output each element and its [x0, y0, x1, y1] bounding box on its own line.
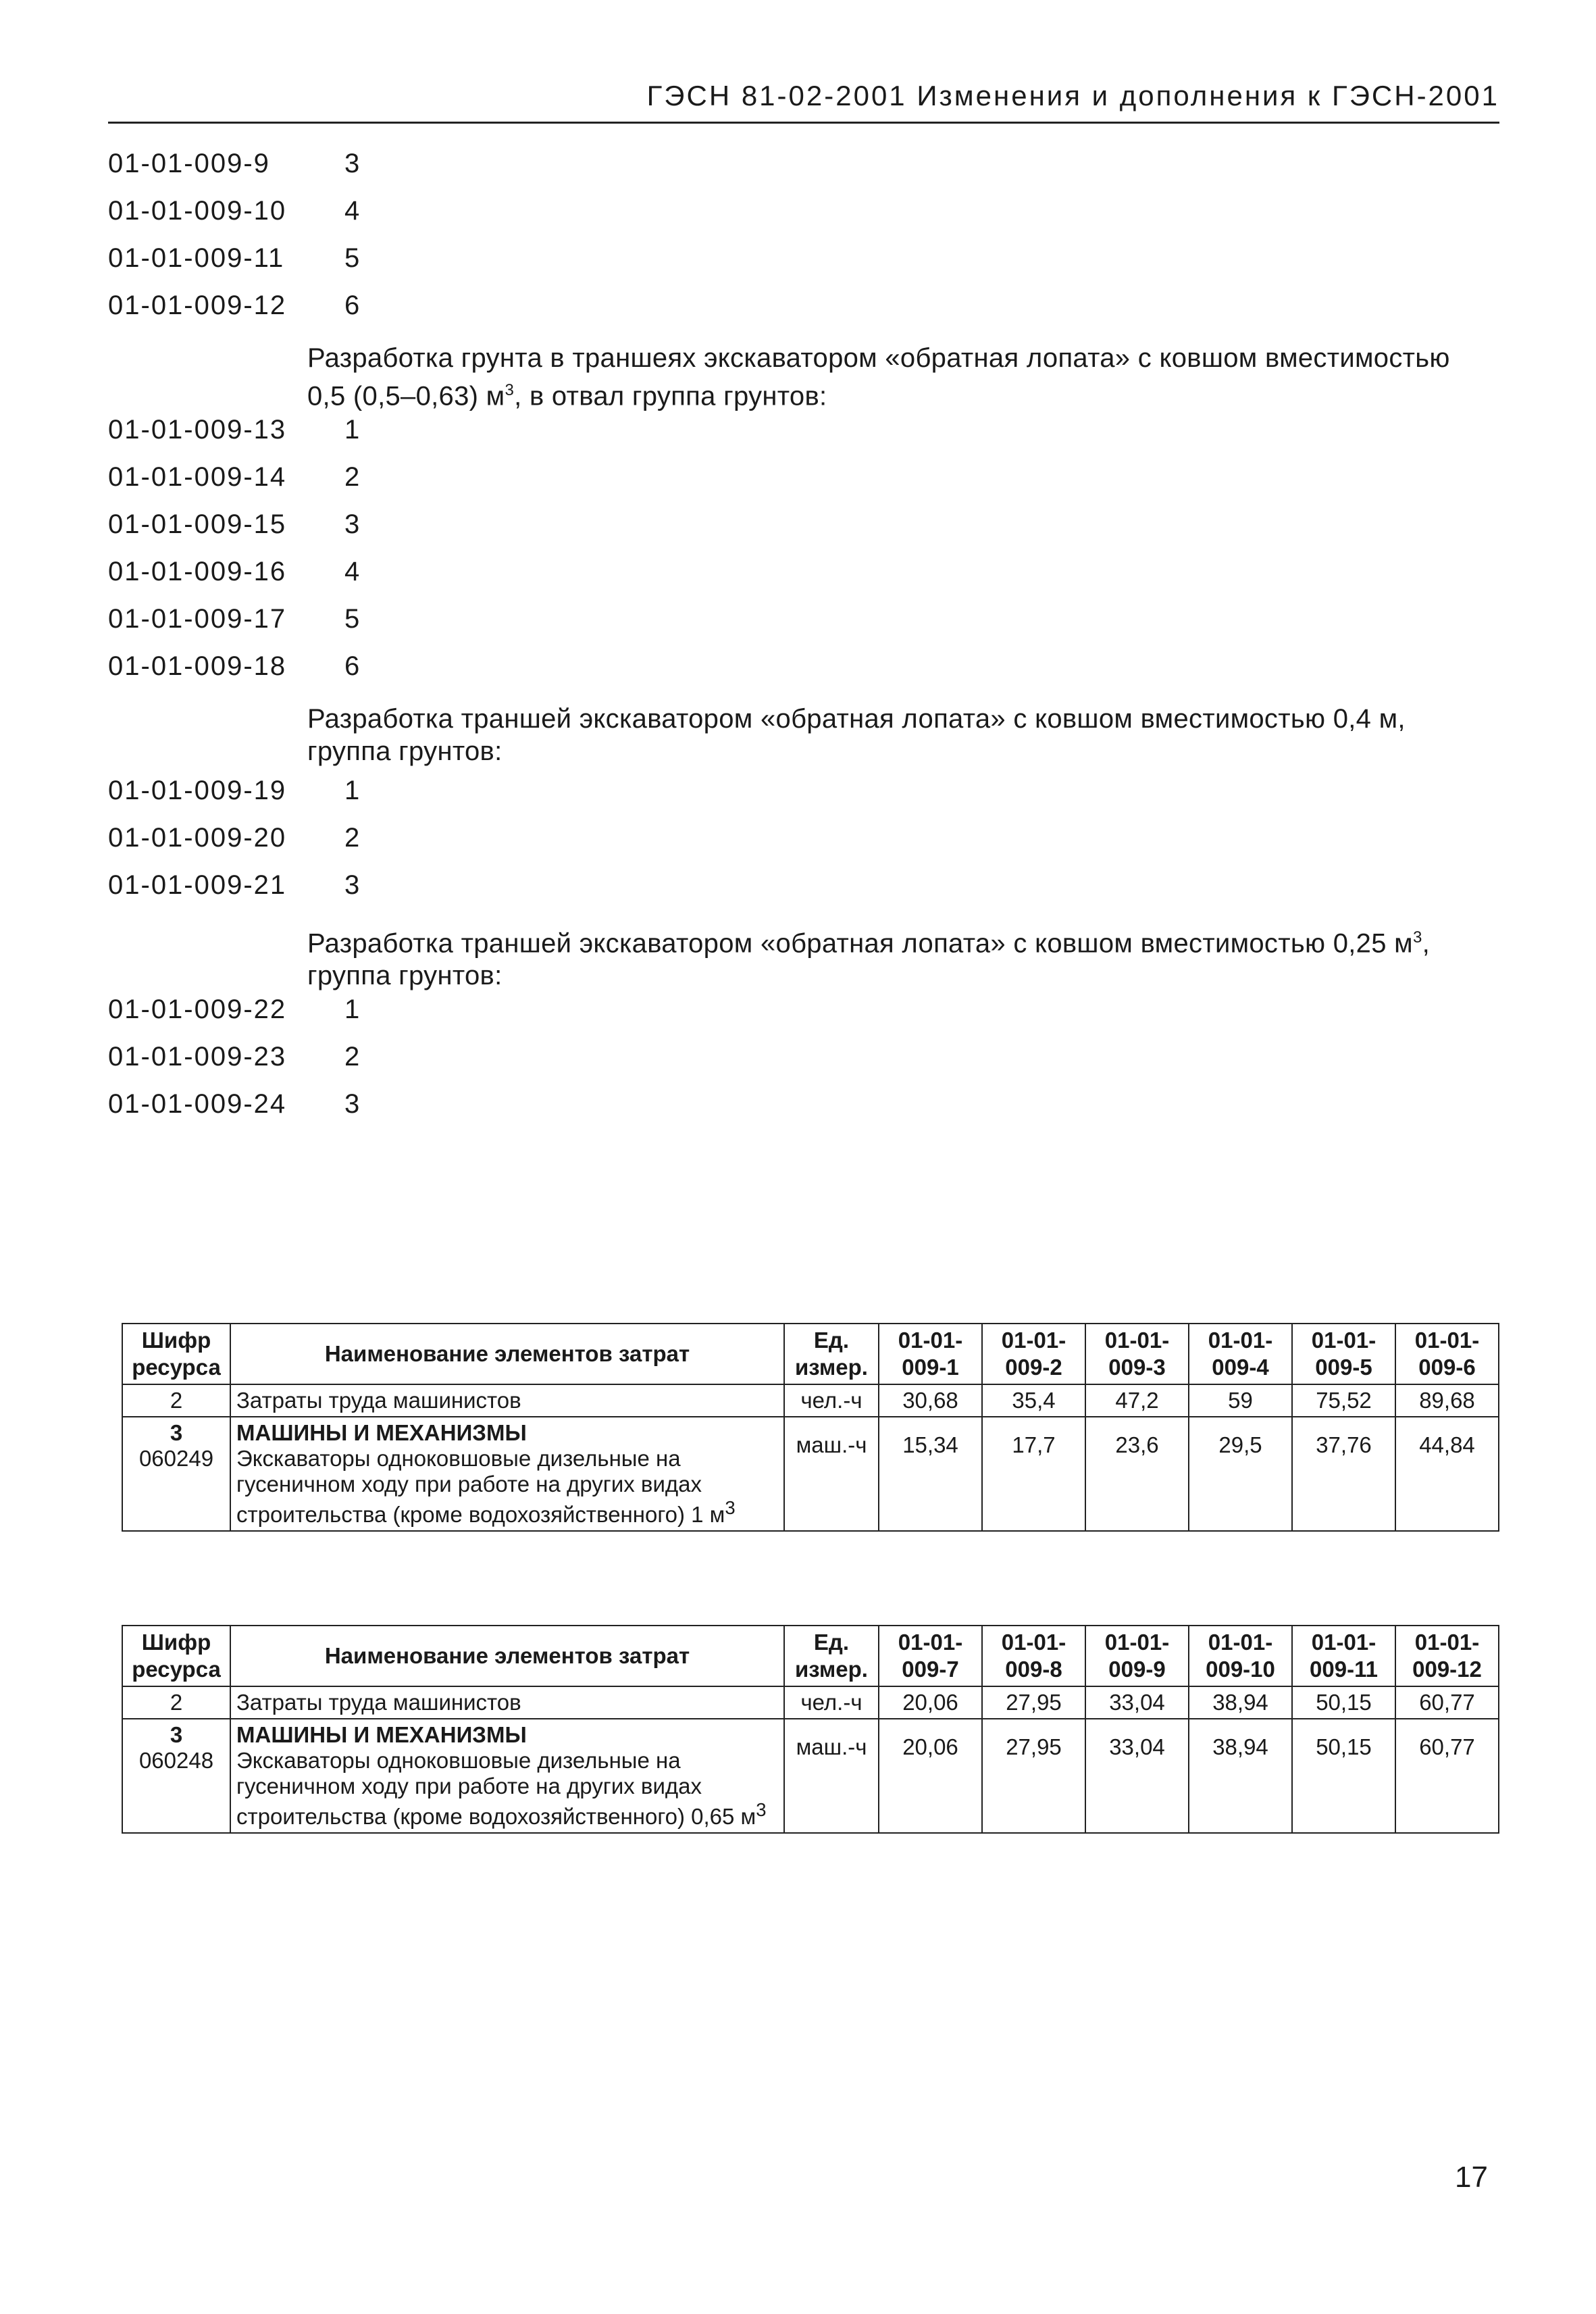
superscript: 3 [756, 1799, 767, 1820]
description-text: , [1422, 928, 1431, 959]
cell-code [122, 1417, 230, 1531]
norm-code: 01-01-009-15 [108, 509, 287, 539]
cell-value: 27,95 [982, 1686, 1085, 1719]
header-norm: 01-01-009-10 [1189, 1626, 1292, 1686]
code-row [108, 995, 1513, 1042]
description-text: 0,5 (0,5–0,63) м [307, 381, 505, 411]
cell-unit: маш.-ч [784, 1719, 879, 1833]
soil-group: 2 [344, 1042, 360, 1072]
soil-group: 3 [344, 1089, 360, 1119]
resource-table-1 [122, 1323, 1499, 1532]
code-list [108, 149, 1513, 1136]
cell-value: 75,52 [1292, 1384, 1395, 1417]
description-text: , в отвал группа грунтов: [514, 381, 827, 411]
work-description [307, 699, 1513, 776]
cell-unit: чел.-ч [784, 1686, 879, 1719]
superscript: 3 [505, 381, 515, 399]
cell-code [122, 1719, 230, 1833]
table-header-row [122, 1324, 1499, 1384]
description-line: группа грунтов: [307, 736, 503, 766]
cell-value: 35,4 [982, 1384, 1085, 1417]
section-title: МАШИНЫ И МЕХАНИЗМЫ [236, 1420, 527, 1445]
code-row [108, 604, 1513, 651]
soil-group: 3 [344, 870, 360, 900]
header-unit: Ед. измер. [784, 1324, 879, 1384]
code-row [108, 415, 1513, 462]
norm-code: 01-01-009-13 [108, 415, 287, 445]
norm-code: 01-01-009-22 [108, 995, 287, 1024]
work-description [307, 917, 1513, 995]
code-row [108, 462, 1513, 509]
header-norm: 01-01-009-7 [879, 1626, 982, 1686]
cell-code: 2 [122, 1384, 230, 1417]
code-row [108, 557, 1513, 604]
work-description [307, 338, 1513, 415]
description-line: группа грунтов: [307, 961, 503, 991]
resource-name: Экскаваторы одноковшовые дизельные на гусеничном ходу при работе на других видах строительства (кроме водохозяйственного) 1 м [236, 1446, 725, 1527]
table-row [122, 1686, 1499, 1719]
header-code: Шифр ресурса [122, 1324, 230, 1384]
soil-group: 3 [344, 509, 360, 539]
cell-code: 2 [122, 1686, 230, 1719]
soil-group: 1 [344, 776, 360, 805]
section-title: МАШИНЫ И МЕХАНИЗМЫ [236, 1722, 527, 1747]
code-row [108, 651, 1513, 699]
cell-value: 50,15 [1292, 1686, 1395, 1719]
norm-code: 01-01-009-21 [108, 870, 287, 900]
header-norm: 01-01-009-5 [1292, 1324, 1395, 1384]
soil-group: 2 [344, 462, 360, 492]
cell-value: 33,04 [1085, 1686, 1189, 1719]
description-line: Разработка траншей экскаватором «обратная лопата» с ковшом вместимостью 0,4 м, [307, 704, 1406, 734]
table-row [122, 1384, 1499, 1417]
cell-value: 44,84 [1395, 1417, 1499, 1531]
cell-value: 20,06 [879, 1686, 982, 1719]
running-header: ГЭСН 81-02-2001 Изменения и дополнения к ГЭСН-2001 [108, 80, 1499, 124]
description-line [307, 374, 1513, 412]
cell-value: 20,06 [879, 1719, 982, 1833]
header-norm: 01-01-009-8 [982, 1626, 1085, 1686]
code-row [108, 243, 1513, 291]
header-norm: 01-01-009-11 [1292, 1626, 1395, 1686]
superscript: 3 [725, 1497, 736, 1518]
soil-group: 5 [344, 604, 360, 634]
table-row [122, 1719, 1499, 1833]
cell-unit: чел.-ч [784, 1384, 879, 1417]
header-code: Шифр ресурса [122, 1626, 230, 1686]
soil-group: 6 [344, 291, 360, 320]
cell-value: 38,94 [1189, 1719, 1292, 1833]
norm-code: 01-01-009-9 [108, 149, 270, 178]
header-unit: Ед. измер. [784, 1626, 879, 1686]
header-norm: 01-01-009-4 [1189, 1324, 1292, 1384]
cell-name: Затраты труда машинистов [230, 1384, 784, 1417]
cell-name [230, 1417, 784, 1531]
cell-value: 89,68 [1395, 1384, 1499, 1417]
header-norm: 01-01-009-12 [1395, 1626, 1499, 1686]
description-line [307, 922, 1513, 959]
resource-table-2 [122, 1625, 1499, 1834]
cell-value: 47,2 [1085, 1384, 1189, 1417]
soil-group: 5 [344, 243, 360, 273]
cell-name [230, 1719, 784, 1833]
norm-code: 01-01-009-17 [108, 604, 287, 634]
cell-value: 17,7 [982, 1417, 1085, 1531]
header-norm: 01-01-009-2 [982, 1324, 1085, 1384]
norm-code: 01-01-009-11 [108, 243, 285, 273]
code-row [108, 1042, 1513, 1089]
resource-code: 060248 [138, 1748, 214, 1773]
code-row [108, 776, 1513, 823]
soil-group: 1 [344, 995, 360, 1024]
cell-value: 15,34 [879, 1417, 982, 1531]
norm-code: 01-01-009-19 [108, 776, 287, 805]
norm-code: 01-01-009-23 [108, 1042, 287, 1072]
cell-value: 29,5 [1189, 1417, 1292, 1531]
cell-value: 60,77 [1395, 1719, 1499, 1833]
soil-group: 6 [344, 651, 360, 681]
code-row [108, 870, 1513, 917]
cell-value: 60,77 [1395, 1686, 1499, 1719]
header-norm: 01-01-009-9 [1085, 1626, 1189, 1686]
code-row [108, 1089, 1513, 1136]
cell-value: 50,15 [1292, 1719, 1395, 1833]
code-row [108, 509, 1513, 557]
soil-group: 3 [344, 149, 360, 178]
description-line: Разработка грунта в траншеях экскаватором «обратная лопата» с ковшом вместимостью [307, 343, 1450, 373]
cell-value: 27,95 [982, 1719, 1085, 1833]
description-text: Разработка траншей экскаватором «обратная лопата» с ковшом вместимостью 0,25 м [307, 928, 1413, 959]
superscript: 3 [1412, 928, 1422, 947]
code-row [108, 149, 1513, 196]
cell-value: 38,94 [1189, 1686, 1292, 1719]
code-row [108, 823, 1513, 870]
resource-code: 060249 [138, 1446, 214, 1471]
cell-value: 33,04 [1085, 1719, 1189, 1833]
norm-code: 01-01-009-16 [108, 557, 287, 586]
table-header-row [122, 1626, 1499, 1686]
cell-value: 37,76 [1292, 1417, 1395, 1531]
resource-name: Экскаваторы одноковшовые дизельные на гусеничном ходу при работе на других видах строительства (кроме водохозяйственного) 0,65 м [236, 1748, 756, 1829]
cell-value: 23,6 [1085, 1417, 1189, 1531]
norm-code: 01-01-009-18 [108, 651, 287, 681]
header-name: Наименование элементов затрат [230, 1324, 784, 1384]
code-row [108, 291, 1513, 338]
soil-group: 2 [344, 823, 360, 853]
soil-group: 1 [344, 415, 360, 445]
table-row [122, 1417, 1499, 1531]
soil-group: 4 [344, 196, 360, 226]
code-row [108, 196, 1513, 243]
header-name: Наименование элементов затрат [230, 1626, 784, 1686]
norm-code: 01-01-009-24 [108, 1089, 287, 1119]
norm-code: 01-01-009-10 [108, 196, 287, 226]
cell-value: 30,68 [879, 1384, 982, 1417]
page-number: 17 [1455, 2161, 1488, 2194]
section-code: 3 [170, 1722, 183, 1747]
norm-code: 01-01-009-20 [108, 823, 287, 853]
section-code: 3 [170, 1420, 183, 1445]
cell-name: Затраты труда машинистов [230, 1686, 784, 1719]
header-norm: 01-01-009-1 [879, 1324, 982, 1384]
header-norm: 01-01-009-6 [1395, 1324, 1499, 1384]
header-norm: 01-01-009-3 [1085, 1324, 1189, 1384]
norm-code: 01-01-009-12 [108, 291, 287, 320]
soil-group: 4 [344, 557, 360, 586]
norm-code: 01-01-009-14 [108, 462, 287, 492]
cell-value: 59 [1189, 1384, 1292, 1417]
cell-unit: маш.-ч [784, 1417, 879, 1531]
